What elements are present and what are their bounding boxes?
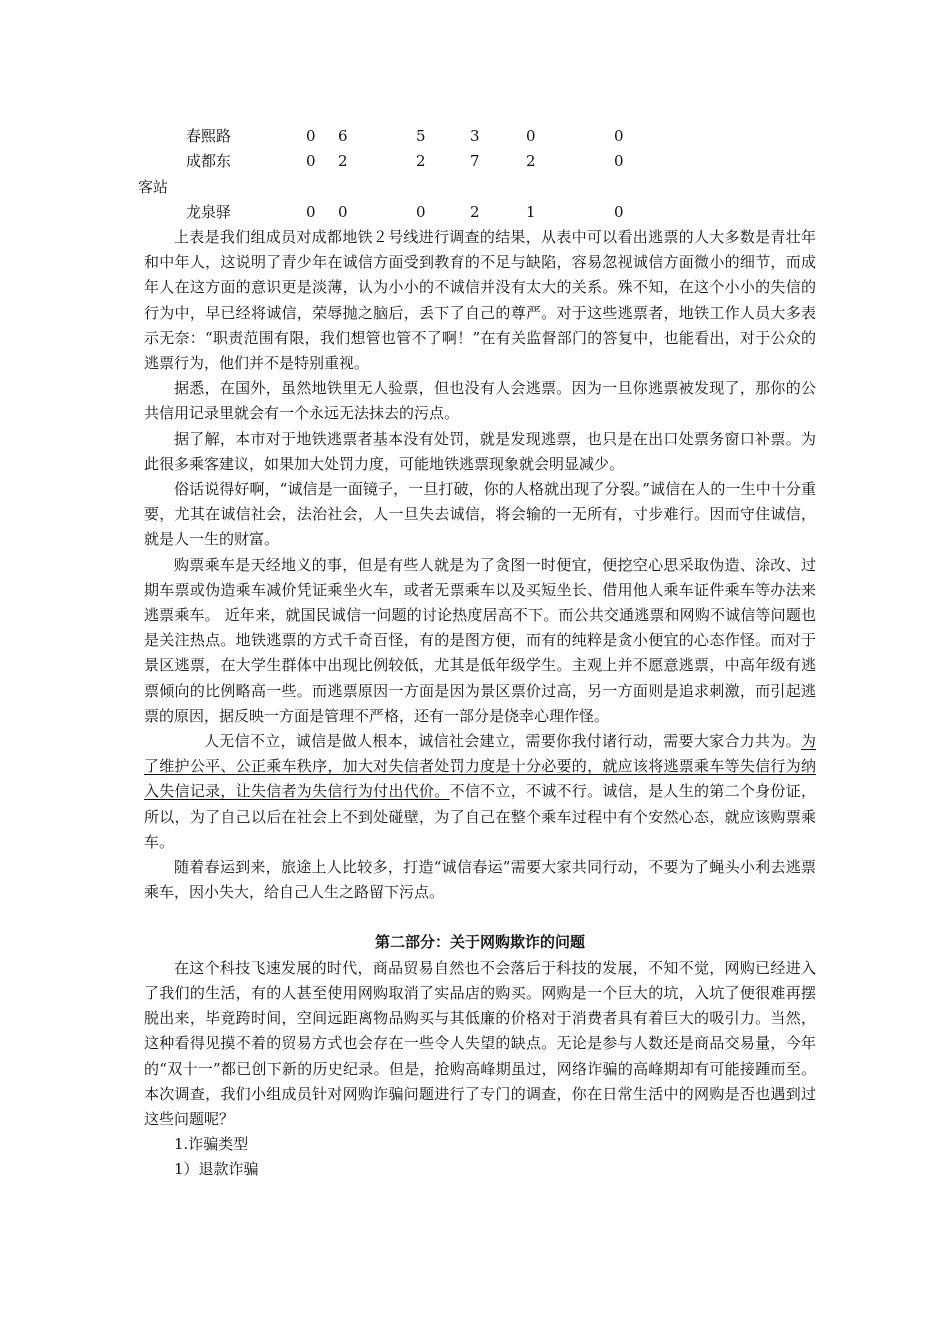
- table-cell: 0: [416, 203, 426, 221]
- table-cell: 2: [526, 152, 536, 170]
- table-row: [144, 200, 816, 225]
- list-item: 1）退款诈骗: [174, 1160, 259, 1179]
- table-cell: 0: [306, 127, 316, 145]
- table-row-wrap: [138, 174, 816, 200]
- station-name: 成都东: [186, 152, 232, 170]
- table-row: [144, 149, 816, 174]
- table-cell: 0: [526, 127, 536, 145]
- table-cell: 0: [614, 127, 624, 145]
- table-cell: 0: [614, 152, 624, 170]
- paragraph-text: 不信不立，不诚不行。诚信，是人生的第二个身份证，所以，为了自己以后在社会上不到处碰壁，为了自己在整个乘车过程中有个安然心态，就应该购票乘车。: [144, 782, 816, 851]
- paragraph: 上表是我们组成员对成都地铁２号线进行调查的结果，从表中可以看出逃票的人大多数是青壮年和中年人，这说明了青少年在诚信方面受到教育的不足与缺陷，容易忽视诚信方面微小的细节，而成年人在这方面的意识更是淡薄，认为小小的不诚信并没有太大的关系。殊不知，在这个小小的失信的行为中，早已经将诚信，荣辱抛之脑后，丢下了自己的尊严。对于这些逃票者，地铁工作人员大多表示无奈：“职责范围有限，我们想管也管不了啊！”在有关监督部门的答复中，也能看出，对于公众的逃票行为，他们并不是特别重视。: [144, 228, 816, 373]
- station-name: 龙泉驿: [186, 203, 232, 221]
- table-cell: 7: [470, 152, 480, 170]
- table-cell: 1: [526, 203, 536, 221]
- table-cell: 2: [470, 203, 480, 221]
- table-cell: 0: [306, 152, 316, 170]
- paragraph: 据悉，在国外，虽然地铁里无人验票，但也没有人会逃票。因为一旦你逃票被发现了，那你的公共信用记录里就会有一个永远无法抹去的污点。: [144, 379, 816, 423]
- paragraph: 购票乘车是天经地义的事，但是有些人就是为了贪图一时便宜，便挖空心思采取伪造、涂改、过期车票或伪造乘车减价凭证乘坐火车，或者无票乘车以及买短坐长、借用他人乘车证件乘车等办法来逃票乘车。 近年来，就国民诚信一问题的讨论热度居高不下。而公共交通逃票和网购不诚信等问题也是关注热点。地铁逃票的方式千奇百怪，有的是图方便，而有的纯粹是贪小便宜的心态作怪。而对于景区逃票，在大学生群体中出现比例较低，尤其是低年级学生。主观上并不愿意逃票，中高年级有逃票倾向的比例略高一些。而逃票原因一方面是因为景区票价过高，另一方面则是追求刺激，而引起逃票的原因，据反映一方面是管理不严格，还有一部分是侥幸心理作怪。: [144, 555, 816, 725]
- table-cell: 0: [614, 203, 624, 221]
- paragraph: 俗话说得好啊，“诚信是一面镜子，一旦打破，你的人格就出现了分裂。”诚信在人的一生中十分重要，尤其在诚信社会，法治社会，人一旦失去诚信，将会输的一无所有，寸步难行。因而守住诚信，就是人一生的财富。: [144, 480, 816, 549]
- table-cell: 3: [470, 127, 480, 145]
- paragraph: 据了解，本市对于地铁逃票者基本没有处罚，就是发现逃票，也只是在出口处票务窗口补票。为此很多乘客建议，如果加大处罚力度，可能地铁逃票现象就会明显减少。: [144, 429, 816, 473]
- table-cell: 2: [416, 152, 426, 170]
- paragraph: 随着春运到来，旅途上人比较多，打造“诚信春运”需要大家共同行动，不要为了蝇头小利去逃票乘车，因小失大，给自己人生之路留下污点。: [144, 858, 816, 902]
- table-row: [144, 124, 816, 149]
- section-heading: 第二部分：关于网购欺诈的问题: [374, 933, 585, 952]
- table-cell: 2: [338, 152, 348, 170]
- document-page: [138, 124, 816, 1183]
- station-name-continuation: 客站: [138, 178, 169, 196]
- list-item: 1.诈骗类型: [174, 1135, 249, 1154]
- paragraph-text: 人无信不立，诚信是做人根本，诚信社会建立，需要你我付诸行动，需要大家合力共为。: [204, 732, 801, 751]
- station-name: 春熙路: [186, 127, 232, 145]
- underlined-text: 为了维护公平、公正乘车秩序，加大对失信者处罚力度是十分必要的，就应该将逃票乘车等失信行为纳入失信记录，让失信者为失信行为付出代价。: [144, 732, 816, 801]
- table-cell: 6: [338, 127, 348, 145]
- table-cell: 0: [306, 203, 316, 221]
- table-cell: 0: [338, 203, 348, 221]
- table-cell: 5: [416, 127, 426, 145]
- paragraph: [144, 729, 816, 855]
- paragraph: 在这个科技飞速发展的时代，商品贸易自然也不会落后于科技的发展，不知不觉，网购已经进入了我们的生活，有的人甚至使用网购取消了实品店的购买。网购是一个巨大的坑，入坑了便很难再摆脱出来，毕竟跨时间，空间远距离物品购买与其低廉的价格对于消费者具有着巨大的吸引力。当然，这种看得见摸不着的贸易方式也会存在一些令人失望的缺点。无论是参与人数还是商品交易量，今年的“双十一”都已创下新的历史纪录。但是，抢购高峰期虽过，网络诈骗的高峰期却有可能接踵而至。本次调查，我们小组成员针对网购诈骗问题进行了专门的调查，你在日常生活中的网购是否也遇到过这些问题呢？: [144, 958, 816, 1128]
